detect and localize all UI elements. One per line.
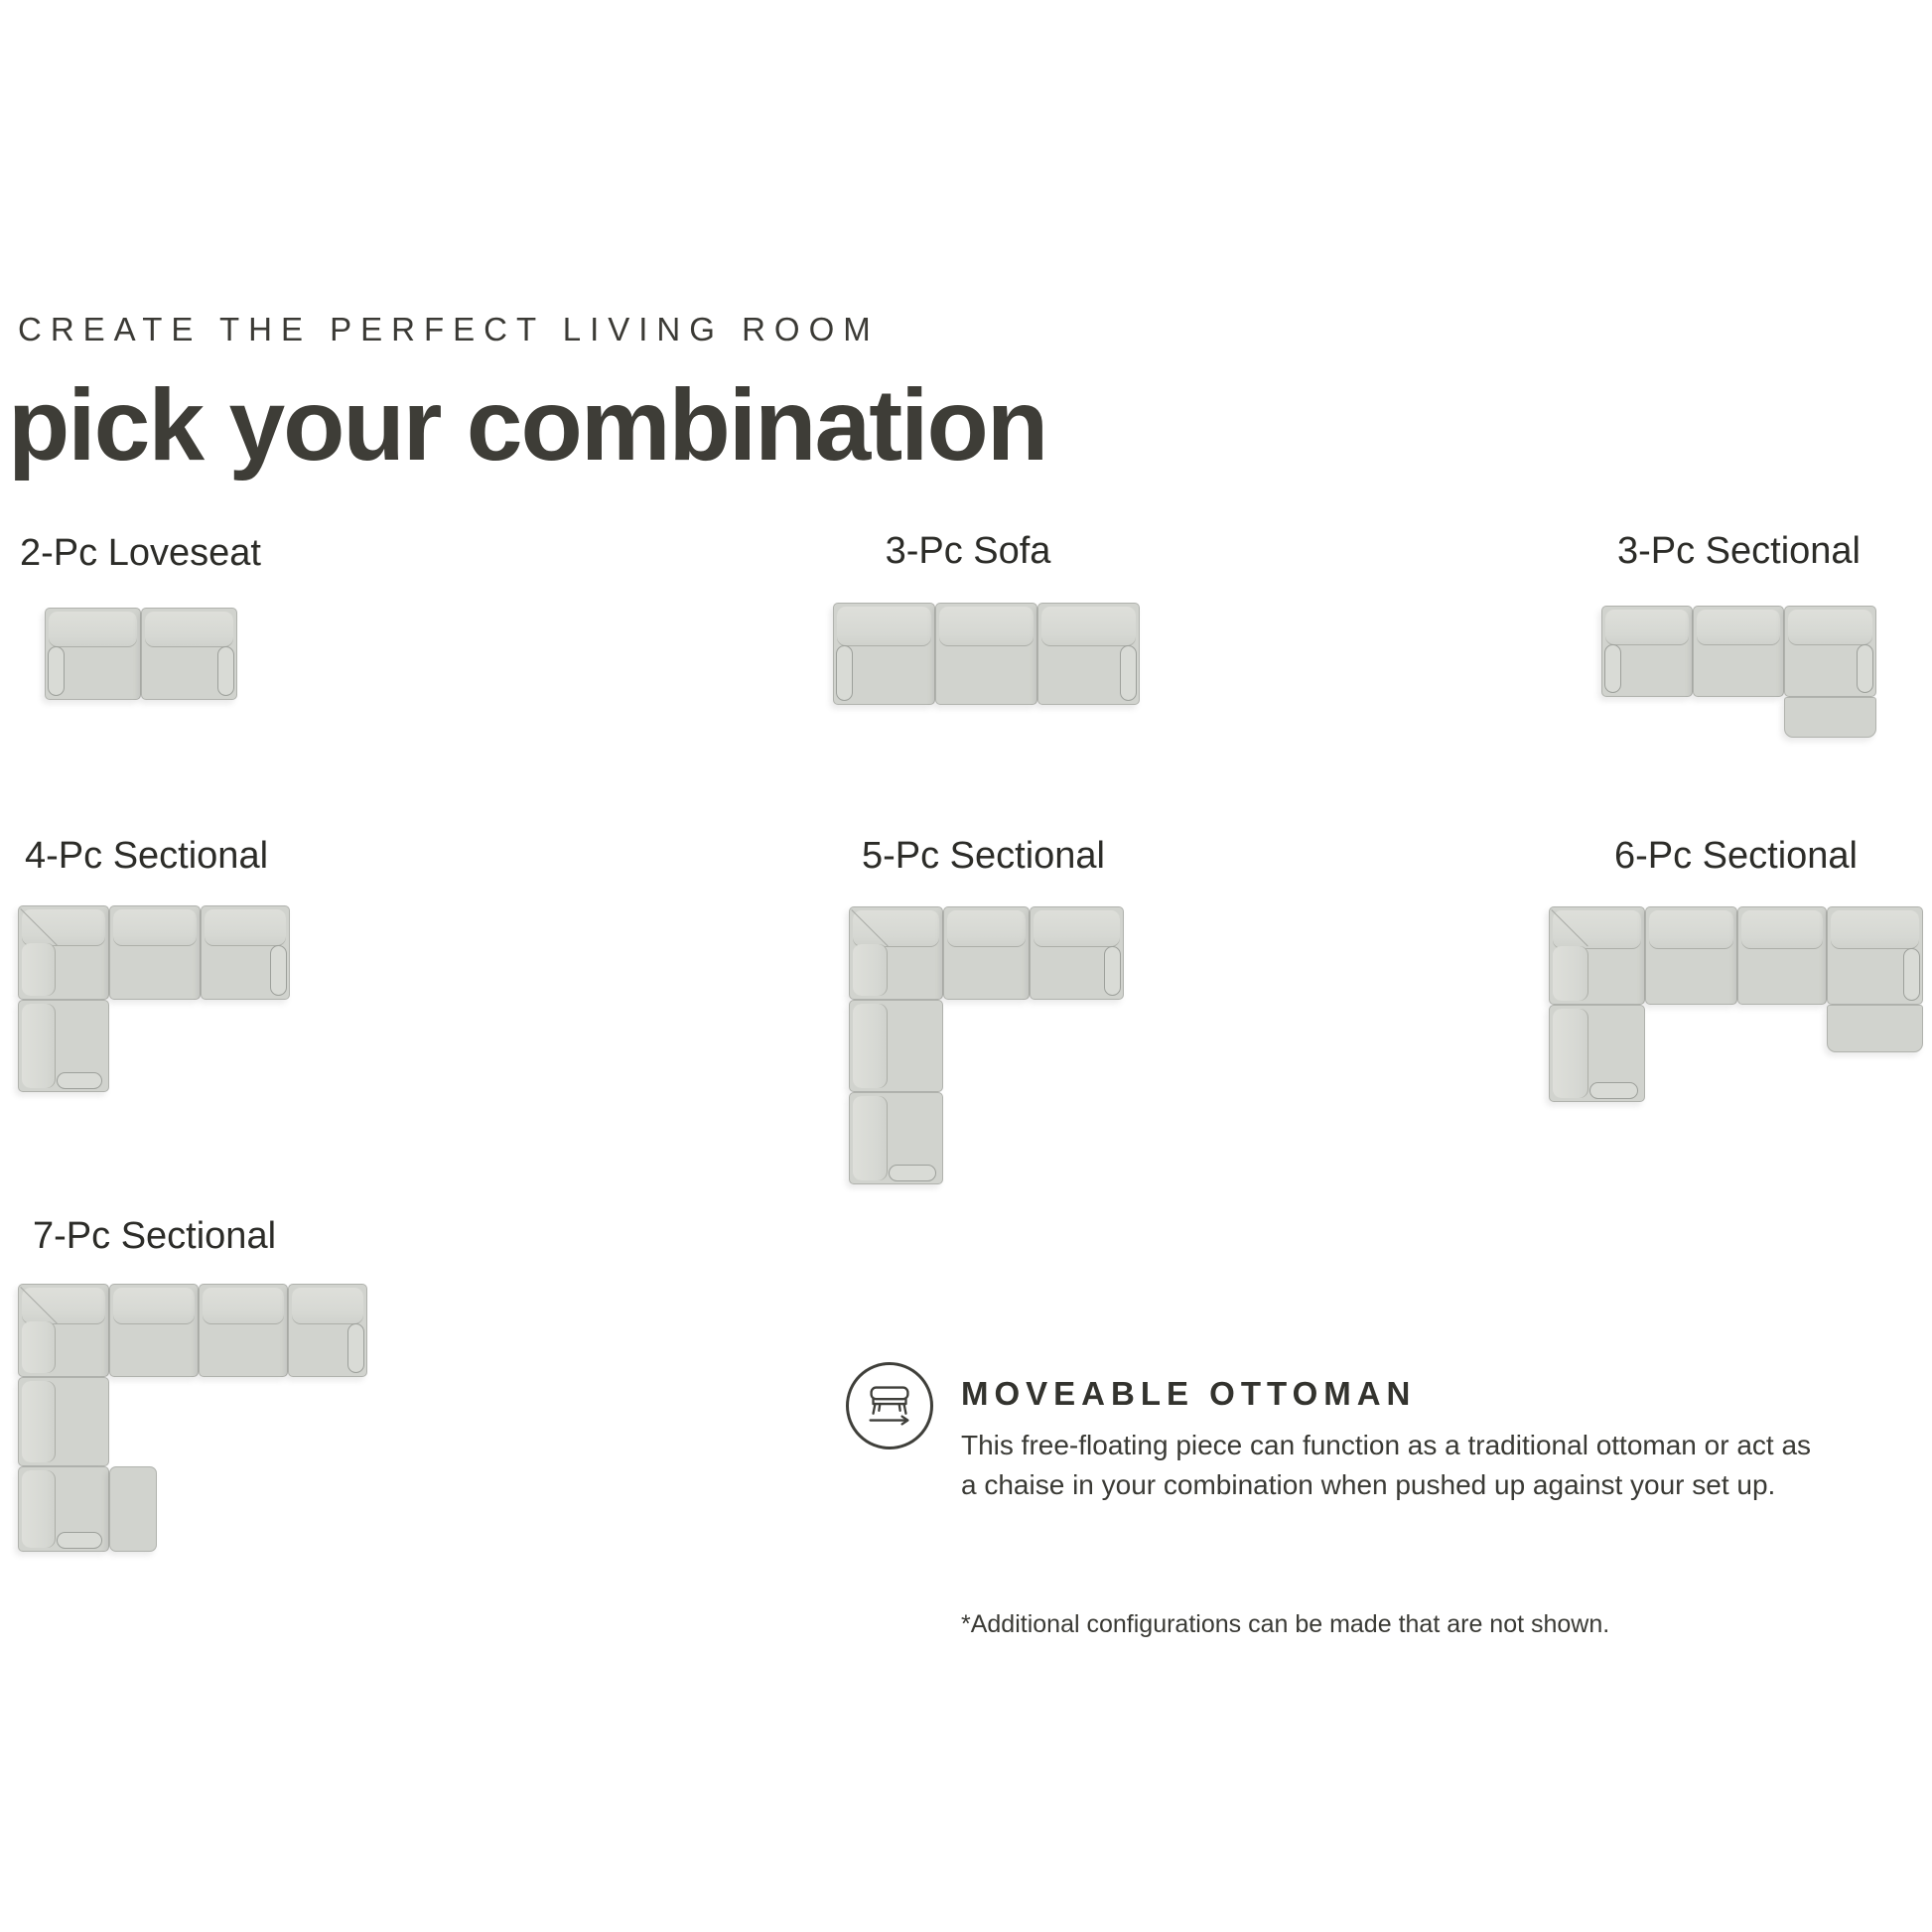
corner-module: [18, 1284, 109, 1377]
front-arm-module: [849, 1092, 943, 1184]
front-arm-module: [18, 1466, 109, 1552]
armless-module: [109, 905, 201, 1000]
left-arm-module: [833, 603, 935, 705]
ottoman-slide-icon: [846, 1362, 933, 1449]
corner-module: [18, 905, 109, 1000]
combo-label-3pc-sectional: 3-Pc Sectional: [1616, 530, 1861, 572]
combo-figure-4pc-sectional: [18, 905, 290, 1092]
armless-module: [849, 1000, 943, 1092]
combo-label-2pc-loveseat: 2-Pc Loveseat: [20, 532, 261, 574]
ottoman-section-title: MOVEABLE OTTOMAN: [961, 1375, 1417, 1412]
footnote-text: *Additional configurations can be made that are not shown.: [961, 1610, 1610, 1638]
combo-label-3pc-sofa: 3-Pc Sofa: [885, 530, 1051, 572]
front-arm-module: [18, 1000, 109, 1092]
ottoman-description: [961, 1426, 1811, 1505]
eyebrow-text: CREATE THE PERFECT LIVING ROOM: [18, 311, 880, 347]
combo-figure-3pc-sofa: [833, 603, 1140, 705]
left-arm-module: [45, 608, 141, 700]
right-arm-module: [1030, 906, 1124, 1000]
right-arm-module: [1037, 603, 1140, 705]
combo-figure-3pc-sectional: [1601, 606, 1876, 738]
right-arm-module: [201, 905, 290, 1000]
combo-label-4pc-sectional: 4-Pc Sectional: [25, 835, 269, 877]
combo-figure-5pc-sectional: [849, 906, 1124, 1184]
corner-module: [1549, 906, 1645, 1005]
front-arm-module: [1549, 1005, 1645, 1102]
ottoman-piece: [109, 1466, 157, 1552]
armless-module: [943, 906, 1030, 1000]
armless-module: [1737, 906, 1827, 1005]
armless-module: [1693, 606, 1784, 697]
combo-figure-6pc-sectional: [1549, 906, 1923, 1102]
armless-module: [109, 1284, 199, 1377]
armless-module: [1645, 906, 1737, 1005]
left-arm-module: [1601, 606, 1693, 697]
right-arm-module: [288, 1284, 367, 1377]
combo-label-5pc-sectional: 5-Pc Sectional: [861, 835, 1105, 877]
ottoman-description-line2: a chaise in your combination when pushed up against your set up.: [961, 1469, 1776, 1500]
page-title: pick your combination: [8, 368, 1047, 482]
combo-label-6pc-sectional: 6-Pc Sectional: [1613, 835, 1858, 877]
ottoman-description-line1: This free-floating piece can function as a traditional ottoman or act as: [961, 1430, 1812, 1460]
right-arm-module: [1784, 606, 1876, 697]
right-arm-module: [141, 608, 237, 700]
armless-module: [199, 1284, 288, 1377]
combo-figure-2pc-loveseat: [45, 608, 237, 700]
combo-label-7pc-sectional: 7-Pc Sectional: [33, 1215, 277, 1257]
armless-module: [935, 603, 1037, 705]
combo-figure-7pc-sectional: [18, 1284, 367, 1552]
chaise-seat: [1827, 1005, 1923, 1052]
right-arm-module: [1827, 906, 1923, 1005]
chaise-seat: [1784, 697, 1876, 738]
corner-module: [849, 906, 943, 1000]
armless-module: [18, 1377, 109, 1466]
